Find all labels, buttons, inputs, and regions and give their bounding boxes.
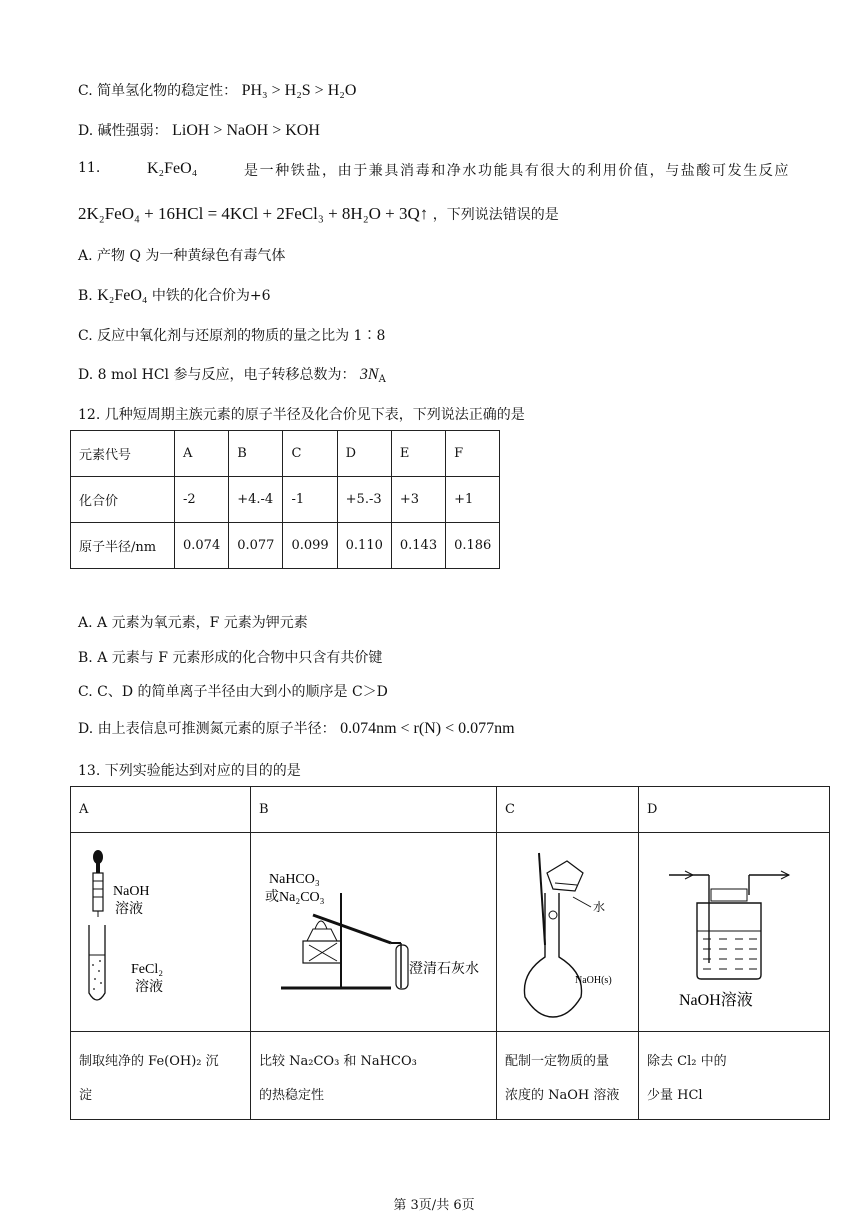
caption-d-line2: 少量 HCl — [647, 1088, 703, 1103]
d-solution-label: NaOH溶液 — [679, 992, 753, 1009]
code-cell: C — [283, 431, 337, 477]
q10-option-c-formula: PH₃ > H₂S > H₂O — [241, 82, 357, 99]
caption-a-line1: 制取纯净的 Fe(OH)₂ 沉 — [79, 1054, 219, 1069]
caption-b-line2: 的热稳定性 — [259, 1088, 325, 1103]
dropper-tube-figure — [71, 833, 250, 1027]
code-cell: A — [175, 431, 229, 477]
q11-stem-tail: ，下列说法错误的是 — [432, 207, 559, 223]
row-header-valence: 化合价 — [71, 477, 175, 523]
exp-header-b: B — [251, 787, 497, 833]
a-reagent2-label: FeCl₂ — [131, 962, 164, 977]
a-reagent2b-label: 溶液 — [135, 980, 163, 995]
exp-figure-a — [71, 833, 251, 1032]
exp-figure-b — [251, 833, 497, 1032]
caption-c-line1: 配制一定物质的量 — [505, 1054, 610, 1069]
table-row — [71, 787, 830, 833]
exp-figure-d — [639, 833, 830, 1032]
table-row — [71, 833, 830, 1032]
radius-cell: 0.074 — [175, 523, 229, 569]
table-row — [71, 431, 500, 477]
q10-option-d-formula: LiOH > NaOH > KOH — [172, 122, 320, 139]
q11-stem-rest: 是一种铁盐，由于兼具消毒和净水功能具有很大的利用价值，与盐酸可发生反应 — [244, 163, 790, 179]
q11-equation-line — [78, 204, 559, 224]
c-solid-label: NaOH(s) — [575, 975, 612, 986]
q11-option-c: C. 反应中氧化剂与还原剂的物质的量之比为 1∶8 — [78, 328, 386, 344]
b-reagent2-label: 或Na₂CO₃ — [265, 890, 325, 905]
q10-option-d-prefix: D. 碱性强弱： — [78, 123, 168, 139]
q10-option-c — [78, 80, 356, 100]
radius-cell: 0.110 — [337, 523, 391, 569]
code-cell: E — [391, 431, 445, 477]
q11-option-d-prefix: D. 8 mol HCl 参与反应，电子转移总数为： — [78, 367, 356, 383]
radius-cell: 0.143 — [391, 523, 445, 569]
volumetric-flask-figure — [497, 833, 638, 1027]
q12-option-b: B. A 元素与 F 元素形成的化合物中只含有共价键 — [78, 650, 383, 666]
radius-cell: 0.077 — [229, 523, 283, 569]
exp-header-d: D — [639, 787, 830, 833]
radius-cell: 0.099 — [283, 523, 337, 569]
q10-option-c-prefix: C. 简单氢化物的稳定性： — [78, 83, 238, 99]
code-cell: F — [446, 431, 500, 477]
row-header-code: 元素代号 — [71, 431, 175, 477]
b-water-label: 澄清石灰水 — [409, 962, 479, 977]
a-reagent1b-label: 溶液 — [115, 902, 143, 917]
q11-option-b-rest: 中铁的化合价为+6 — [151, 288, 271, 304]
row-header-radius: 原子半径/nm — [71, 523, 175, 569]
element-table — [70, 430, 500, 569]
c-water-label: 水 — [593, 900, 606, 914]
caption-b-line1: 比较 Na₂CO₃ 和 NaHCO₃ — [259, 1054, 417, 1069]
q11-option-d — [78, 364, 386, 385]
q11-equation: 2K₂FeO₄ + 16HCl = 4KCl + 2FeCl₃ + 8H₂O + 3Q↑ — [78, 204, 429, 223]
exp-caption-c — [497, 1032, 639, 1120]
a-reagent1-label: NaOH — [113, 884, 150, 899]
exp-caption-d — [639, 1032, 830, 1120]
q13-stem: 13. 下列实验能达到对应的目的的是 — [78, 763, 301, 779]
exp-header-a: A — [71, 787, 251, 833]
page-footer: 第 3页/共 6页 — [393, 1198, 475, 1213]
q11-number: 11. — [78, 160, 101, 176]
q11-option-b-formula: K₂FeO₄ — [97, 287, 148, 304]
q12-option-d-formula: 0.074nm < r(N) < 0.077nm — [340, 720, 515, 737]
exp-header-c: C — [497, 787, 639, 833]
heating-apparatus-figure — [251, 833, 496, 1027]
q12-option-a: A. A 元素为氧元素，F 元素为钾元素 — [78, 615, 308, 631]
q11-stem — [78, 160, 790, 180]
q11-option-a: A. 产物 Q 为一种黄绿色有毒气体 — [78, 248, 286, 264]
q11-option-b — [78, 285, 271, 305]
valence-cell: +4.-4 — [229, 477, 283, 523]
q11-option-b-prefix: B. — [78, 288, 93, 304]
exp-figure-c — [497, 833, 639, 1032]
caption-a-line2: 淀 — [79, 1088, 93, 1103]
q11-option-d-value: 3N — [359, 366, 379, 383]
caption-d-line1: 除去 Cl₂ 中的 — [647, 1054, 727, 1069]
q12-option-d — [78, 718, 515, 738]
gas-washing-bottle-figure — [639, 833, 829, 1027]
q12-option-d-prefix: D. 由上表信息可推测氮元素的原子半径： — [78, 721, 336, 737]
q12-stem: 12. 几种短周期主族元素的原子半径及化合价见下表，下列说法正确的是 — [78, 407, 525, 423]
table-row — [71, 523, 500, 569]
table-row — [71, 1032, 830, 1120]
exp-caption-b — [251, 1032, 497, 1120]
code-cell: D — [337, 431, 391, 477]
q11-option-d-sub: A — [378, 374, 386, 385]
valence-cell: -2 — [175, 477, 229, 523]
code-cell: B — [229, 431, 283, 477]
table-row — [71, 477, 500, 523]
valence-cell: +3 — [391, 477, 445, 523]
caption-c-line2: 浓度的 NaOH 溶液 — [505, 1088, 620, 1103]
valence-cell: -1 — [283, 477, 337, 523]
experiment-table — [70, 786, 830, 1120]
valence-cell: +5.-3 — [337, 477, 391, 523]
b-reagent-label: NaHCO₃ — [269, 872, 320, 887]
q12-option-c: C. C、D 的简单离子半径由大到小的顺序是 C＞D — [78, 684, 388, 700]
radius-cell: 0.186 — [446, 523, 500, 569]
exp-caption-a — [71, 1032, 251, 1120]
valence-cell: +1 — [446, 477, 500, 523]
q10-option-d — [78, 120, 320, 140]
q11-subject: K₂FeO₄ — [147, 160, 198, 177]
